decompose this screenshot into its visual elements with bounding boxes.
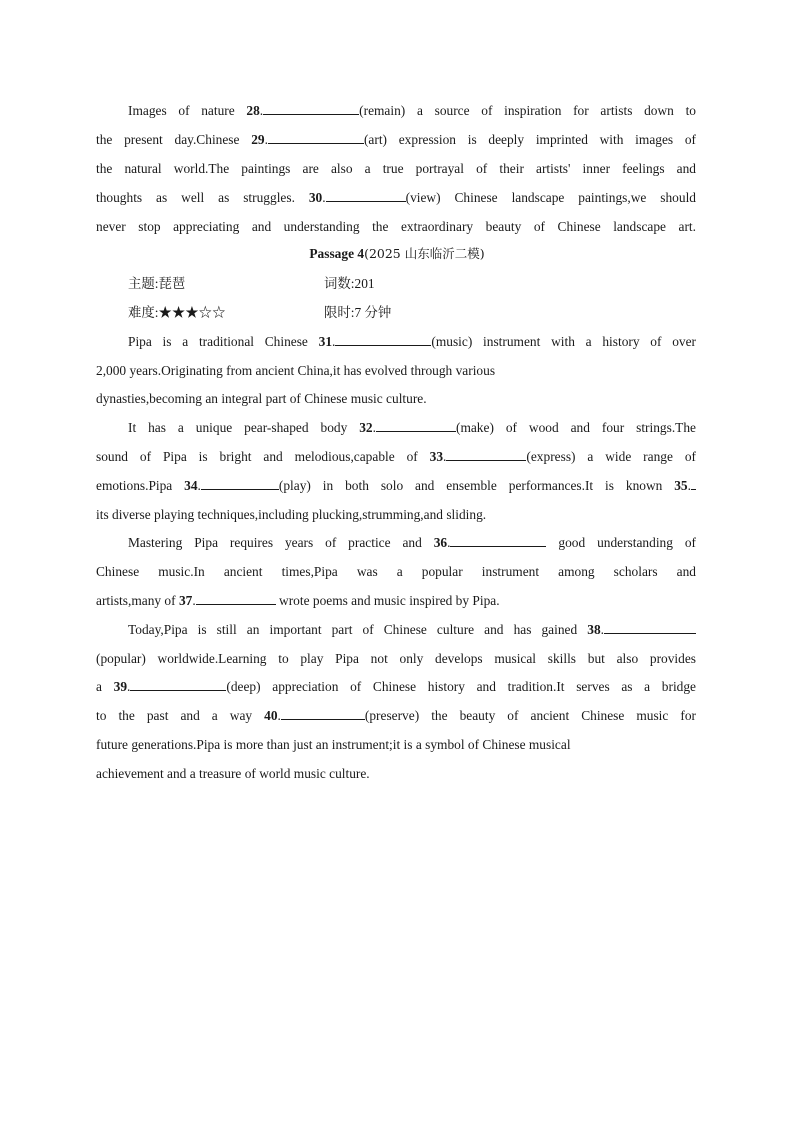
answer-blank[interactable] bbox=[263, 102, 359, 115]
text: sound of Pipa is bright and melodious,capable of bbox=[96, 449, 430, 464]
answer-blank[interactable] bbox=[604, 621, 696, 634]
text: artists,many of bbox=[96, 593, 179, 608]
text-line: emotions.Pipa 34. (play) in both solo and ensemble performances.It is known 35. bbox=[96, 477, 696, 495]
answer-blank[interactable] bbox=[201, 477, 279, 490]
answer-blank[interactable] bbox=[450, 534, 546, 547]
text: (preserve) the beauty of ancient Chinese music for bbox=[364, 708, 696, 723]
text: (express) a wide range of bbox=[526, 449, 696, 464]
text: (deep) appreciation of Chinese history and tradition.It serves as a bridge bbox=[226, 679, 696, 694]
question-number: 31 bbox=[318, 334, 333, 349]
text-line: the present day.Chinese 29. (art) expression is deeply imprinted with images of bbox=[96, 132, 697, 147]
difficulty-label: 难度:★★★☆☆ bbox=[128, 305, 226, 320]
answer-blank[interactable] bbox=[446, 448, 526, 461]
question-number: 29 bbox=[251, 132, 265, 147]
text: Today,Pipa is still an important part of Chinese culture and has gained bbox=[128, 622, 588, 637]
text: (music) instrument with a history of over bbox=[431, 334, 696, 349]
text-line: Today,Pipa is still an important part of Chinese culture and has gained 38. bbox=[128, 621, 696, 639]
text: emotions.Pipa bbox=[96, 478, 185, 493]
text-line: achievement and a treasure of world music culture. bbox=[96, 766, 370, 781]
text-line: Mastering Pipa requires years of practice and 36. good understanding of bbox=[128, 535, 696, 550]
text: (make) of wood and four strings.The bbox=[455, 420, 697, 435]
text: Pipa is a traditional Chinese bbox=[128, 334, 319, 349]
wordcount-label: 词数:201 bbox=[324, 276, 375, 291]
text: (remain) a source of inspiration for artists down to bbox=[359, 103, 696, 118]
text-line: It has a unique pear-shaped body 32. (make) of wood and four strings.The bbox=[128, 420, 697, 435]
text: (play) in both solo and ensemble performances.It is known bbox=[278, 478, 675, 493]
text-line: artists,many of 37. wrote poems and music inspired by Pipa. bbox=[96, 593, 500, 608]
answer-blank[interactable] bbox=[326, 189, 406, 202]
text-line: Chinese music.In ancient times,Pipa was a popular instrument among scholars and bbox=[96, 564, 696, 579]
answer-blank[interactable] bbox=[196, 592, 276, 605]
question-number: 37 bbox=[178, 593, 193, 608]
passage-title: Passage 4(2025 山东临沂二模) bbox=[309, 246, 485, 261]
answer-blank[interactable] bbox=[335, 333, 431, 346]
text-line: a 39. (deep) appreciation of Chinese history and tradition.It serves as a bridge bbox=[96, 679, 696, 694]
topic-label: 主题:琵琶 bbox=[128, 276, 186, 291]
text-line: thoughts as well as struggles. 30. (view) Chinese landscape paintings,we should bbox=[96, 190, 696, 205]
question-number: 39 bbox=[113, 679, 128, 694]
answer-blank[interactable] bbox=[268, 131, 364, 144]
question-number: 36 bbox=[433, 535, 448, 550]
text-line: future generations.Pipa is more than just an instrument;it is a symbol of Chinese musical bbox=[96, 737, 571, 752]
text-line: its diverse playing techniques,including plucking,strumming,and sliding. bbox=[96, 507, 487, 522]
text-line: to the past and a way 40. (preserve) the beauty of ancient Chinese music for bbox=[96, 708, 696, 723]
text-line: Pipa is a traditional Chinese 31. (music) instrument with a history of over bbox=[128, 334, 696, 349]
text: Mastering Pipa requires years of practice and bbox=[128, 535, 434, 550]
question-number: 38 bbox=[587, 622, 601, 637]
text-line: sound of Pipa is bright and melodious,capable of 33. (express) a wide range of bbox=[96, 449, 696, 464]
text: wrote poems and music inspired by Pipa. bbox=[275, 593, 500, 608]
text-line: dynasties,becoming an integral part of Chinese music culture. bbox=[96, 391, 427, 406]
text-line: the natural world.The paintings are also a true portrayal of their artists' inner feelings and bbox=[96, 161, 696, 176]
text: a bbox=[96, 679, 114, 694]
text-line: (popular) worldwide.Learning to play Pipa not only develops musical skills but also provides bbox=[96, 651, 696, 666]
answer-blank[interactable] bbox=[376, 419, 456, 432]
question-number: 35 bbox=[674, 478, 688, 493]
text: It has a unique pear-shaped body bbox=[128, 420, 360, 435]
answer-blank[interactable] bbox=[130, 678, 226, 691]
question-number: 30 bbox=[308, 190, 323, 205]
question-number: 32 bbox=[359, 420, 373, 435]
text-line: never stop appreciating and understanding the extraordinary beauty of Chinese landscape art. bbox=[96, 219, 696, 234]
text: good understanding of bbox=[546, 535, 696, 550]
question-number: 34 bbox=[184, 478, 198, 493]
text: to the past and a way bbox=[96, 708, 265, 723]
answer-blank[interactable] bbox=[281, 707, 365, 720]
text-line: 2,000 years.Originating from ancient China,it has evolved through various bbox=[96, 363, 496, 378]
text: (view) Chinese landscape paintings,we should bbox=[405, 190, 696, 205]
answer-blank[interactable] bbox=[691, 477, 696, 490]
text: Images of nature bbox=[128, 103, 247, 118]
text: thoughts as well as struggles. bbox=[96, 190, 309, 205]
time-limit-label: 限时:7 分钟 bbox=[324, 305, 392, 320]
question-number: 33 bbox=[429, 449, 444, 464]
question-number: 40 bbox=[264, 708, 278, 723]
text-line: Images of nature 28. (remain) a source of inspiration for artists down to bbox=[128, 103, 696, 118]
text: (art) expression is deeply imprinted with images of bbox=[363, 132, 697, 147]
text: the present day.Chinese bbox=[96, 132, 252, 147]
question-number: 28 bbox=[246, 103, 260, 118]
